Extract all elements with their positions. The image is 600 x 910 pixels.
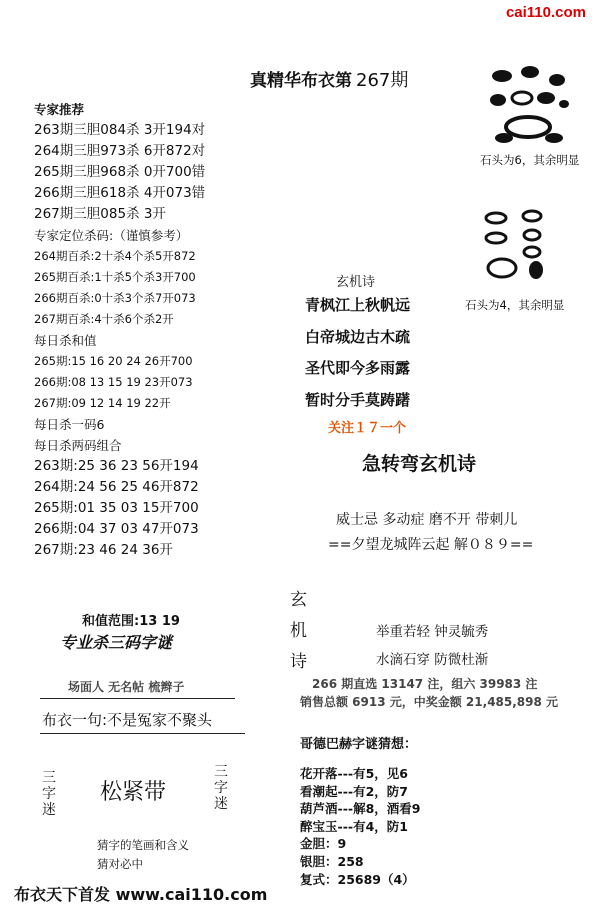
vertical-char: 玄 xyxy=(290,590,307,610)
hezhi-title: 每日杀和值 xyxy=(34,333,97,348)
phrase-line: 水滴石穿 防微杜渐 xyxy=(376,652,489,668)
expert-line: 264期三胆973杀 6开872对 xyxy=(34,143,206,159)
site-logo[interactable]: cai110.com xyxy=(505,4,586,21)
sales-line: 266 期直选 13147 注，组六 39983 注 xyxy=(312,677,538,691)
gode-line: 花开落---有5，见6 xyxy=(300,766,408,781)
turn-title: 急转弯玄机诗 xyxy=(362,453,477,475)
gode-line: 银胆：258 xyxy=(300,853,364,869)
hezhi-line: 265期:15 16 20 24 26开700 xyxy=(34,354,193,368)
poem-line: 白帝城边古木疏 xyxy=(305,327,411,346)
dingwei-line: 267期百杀:4十杀6个杀2开 xyxy=(34,312,174,326)
yima-line: 每日杀一码6 xyxy=(34,417,105,432)
poem-title: 玄机诗 xyxy=(336,275,376,290)
expert-line: 267期三胆085杀 3开 xyxy=(34,206,166,222)
stone-note: 石头为4，其余明显 xyxy=(465,298,565,312)
expert-line: 265期三胆968杀 0开700错 xyxy=(34,164,206,180)
gode-list xyxy=(300,765,420,888)
expert-title: 专家推荐 xyxy=(34,102,85,117)
liangma-line: 267期:23 46 24 36开 xyxy=(34,542,173,558)
xiwang-line: ==夕望龙城阵云起 解０８９== xyxy=(328,537,534,553)
vertical-char: 机 xyxy=(290,621,307,641)
riddle-main: 松紧带 xyxy=(100,780,167,805)
expert-line: 263期三胆084杀 3开194对 xyxy=(34,122,206,138)
poem xyxy=(305,290,410,416)
dingwei-line: 265期百杀:1十杀5个杀3开700 xyxy=(34,270,196,284)
liangma-title: 每日杀两码组合 xyxy=(34,438,122,453)
hint-line: 猜字的笔画和含义 xyxy=(97,838,189,852)
dingwei-line: 266期百杀:0十杀3个杀7开073 xyxy=(34,291,196,305)
title-text: 真精华布衣第 xyxy=(250,71,352,91)
sales-line: 销售总额 6913 元，中奖金额 21,485,898 元 xyxy=(300,695,559,709)
vertical-char: 诗 xyxy=(290,652,307,672)
liangma-line: 265期:01 35 03 15开700 xyxy=(34,500,199,516)
hezhi-line: 266期:08 13 15 19 23开073 xyxy=(34,375,193,389)
poem-line: 暂时分手莫踌躇 xyxy=(305,390,411,409)
follow-line: 关注１７一个 xyxy=(328,421,407,436)
people-line: 场面人 无名帖 梳辫子 xyxy=(68,680,185,694)
gode-line: 看潮起---有2，防7 xyxy=(300,783,408,799)
stone-figure-1 xyxy=(484,62,574,150)
gode-line: 醉宝玉---有4，防1 xyxy=(300,818,408,834)
expert-line: 266期三胆618杀 4开073错 xyxy=(34,185,206,201)
expert-section xyxy=(34,99,205,561)
hezhi-line: 267期:09 12 14 19 22开 xyxy=(34,396,171,410)
issue-number: 267期 xyxy=(356,70,409,91)
page-title xyxy=(250,66,408,92)
divider xyxy=(40,698,235,699)
stone-figure-2 xyxy=(482,208,558,284)
buyi-line: 布衣一句:不是冤家不聚头 xyxy=(42,711,213,729)
phrase-line: 举重若轻 钟灵毓秀 xyxy=(376,624,489,640)
gode-line: 葫芦酒---解8，酒看9 xyxy=(300,801,421,817)
liangma-line: 263期:25 36 23 56开194 xyxy=(34,458,199,474)
range-line: 和值范围:13 19 xyxy=(82,614,180,629)
poem-line: 圣代即今多雨露 xyxy=(305,359,411,377)
liangma-line: 266期:04 37 03 47开073 xyxy=(34,521,199,537)
stone-note: 石头为6，其余明显 xyxy=(480,153,580,167)
divider xyxy=(40,733,245,734)
liangma-line: 264期:24 56 25 46开872 xyxy=(34,479,199,495)
dingwei-line: 264期百杀:2十杀4个杀5开872 xyxy=(34,249,196,263)
words-line: 威士忌 多动症 磨不开 带刺儿 xyxy=(336,512,518,528)
riddle-left-label: 三字迷 xyxy=(42,770,56,818)
dingwei-title: 专家定位杀码:（谨慎参考） xyxy=(34,228,189,243)
gode-line: 复式：25689（4） xyxy=(300,871,415,887)
footer-text: 布衣天下首发 www.cai110.com xyxy=(14,885,268,904)
sanma-title: 专业杀三码字谜 xyxy=(60,633,173,652)
gode-title: 哥德巴赫字谜猜想： xyxy=(300,737,418,752)
vertical-title xyxy=(290,585,307,678)
gode-line: 金胆：9 xyxy=(300,836,347,852)
poem-line: 青枫江上秋帆远 xyxy=(305,296,411,314)
riddle-right-label: 三字迷 xyxy=(214,764,228,812)
hint-line: 猜对必中 xyxy=(97,857,143,871)
